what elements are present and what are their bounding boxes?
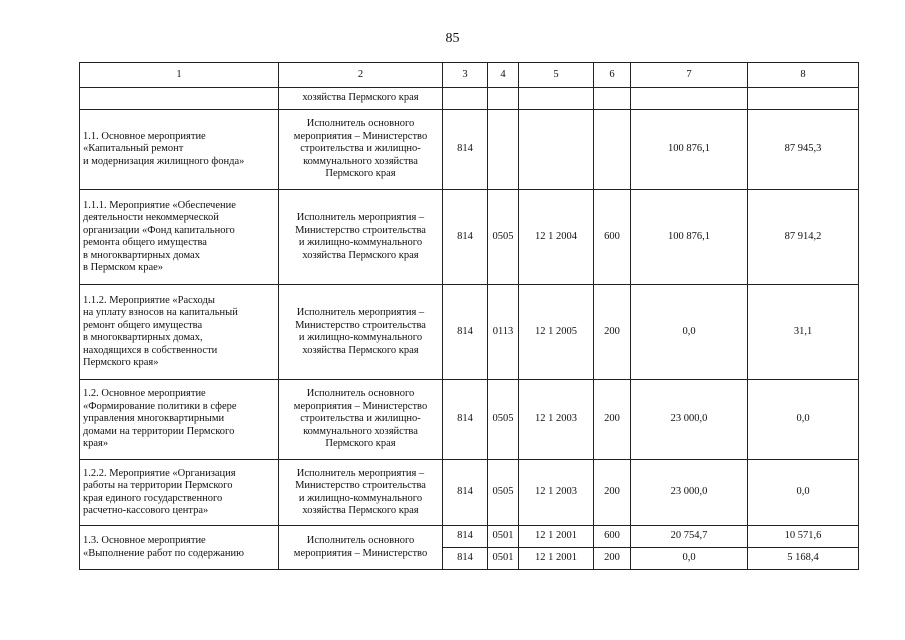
amount-cell: 100 876,1 xyxy=(631,110,748,190)
table-row xyxy=(80,460,859,526)
table-row xyxy=(80,190,859,285)
amount-cell: 0,0 xyxy=(631,548,748,570)
activity-cell: 1.1. Основное мероприятие «Капитальный ремонт и модернизация жилищного фонда» xyxy=(80,110,279,190)
table-row xyxy=(80,380,859,460)
amount-cell: 87 914,2 xyxy=(748,190,859,285)
expense-type-cell: 200 xyxy=(594,460,631,526)
ministry-code-cell: 814 xyxy=(443,548,488,570)
executor-cell: Исполнитель основного мероприятия – Министерство строительства и жилищно- коммунального хозяйства Пермского края xyxy=(279,380,443,460)
target-article-cell: 12 1 2004 xyxy=(519,190,594,285)
activity-cell: 1.2. Основное мероприятие «Формирование политики в сфере управления многоквартирными домами на территории Пермского края» xyxy=(80,380,279,460)
amount-cell: 0,0 xyxy=(748,460,859,526)
header-cell: 1 xyxy=(80,63,279,88)
expense-type-cell: 200 xyxy=(594,285,631,380)
amount-cell: 5 168,4 xyxy=(748,548,859,570)
activity-cell: 1.1.1. Мероприятие «Обеспечение деятельности некоммерческой организации «Фонд капитального ремонта общего имущества в многоквартирных домах в Пермском крае» xyxy=(80,190,279,285)
ministry-code-cell: 814 xyxy=(443,460,488,526)
header-cell: 4 xyxy=(488,63,519,88)
target-article-cell: 12 1 2003 xyxy=(519,380,594,460)
expense-type-cell: 200 xyxy=(594,548,631,570)
executor-cell: хозяйства Пермского края xyxy=(279,88,443,110)
amount-cell: 20 754,7 xyxy=(631,526,748,548)
target-article-cell: 12 1 2001 xyxy=(519,548,594,570)
table-body xyxy=(80,110,859,526)
executor-cell: Исполнитель основного мероприятия – Министерство xyxy=(279,526,443,570)
activity-cell: 1.1.2. Мероприятие «Расходы на уплату взносов на капитальный ремонт общего имущества в многоквартирных домах, находящихся в собственности Пермского края» xyxy=(80,285,279,380)
amount-cell: 0,0 xyxy=(631,285,748,380)
budget-table xyxy=(79,62,859,570)
target-article-cell: 12 1 2001 xyxy=(519,526,594,548)
ministry-code-cell: 814 xyxy=(443,380,488,460)
activity-cell: 1.3. Основное мероприятие «Выполнение работ по содержанию xyxy=(80,526,279,570)
section-code-cell xyxy=(488,110,519,190)
table-row xyxy=(80,110,859,190)
header-cell: 5 xyxy=(519,63,594,88)
target-article-cell: 12 1 2003 xyxy=(519,460,594,526)
amount-cell: 23 000,0 xyxy=(631,460,748,526)
target-article-cell: 12 1 2005 xyxy=(519,285,594,380)
ministry-code-cell: 814 xyxy=(443,285,488,380)
activity-cell xyxy=(80,88,279,110)
ministry-code-cell: 814 xyxy=(443,190,488,285)
header-cell: 2 xyxy=(279,63,443,88)
header-cell: 8 xyxy=(748,63,859,88)
header-row xyxy=(80,63,859,88)
section-code-cell: 0505 xyxy=(488,380,519,460)
activity-cell: 1.2.2. Мероприятие «Организация работы на территории Пермского края единого государственного расчетно-кассового центра» xyxy=(80,460,279,526)
executor-cell: Исполнитель мероприятия – Министерство строительства и жилищно-коммунального хозяйства Пермского края xyxy=(279,285,443,380)
expense-type-cell: 600 xyxy=(594,190,631,285)
header-cell: 6 xyxy=(594,63,631,88)
executor-cell: Исполнитель мероприятия – Министерство строительства и жилищно-коммунального хозяйства Пермского края xyxy=(279,460,443,526)
executor-cell: Исполнитель основного мероприятия – Министерство строительства и жилищно- коммунального хозяйства Пермского края xyxy=(279,110,443,190)
header-cell: 3 xyxy=(443,63,488,88)
amount-cell: 100 876,1 xyxy=(631,190,748,285)
amount-cell: 31,1 xyxy=(748,285,859,380)
page-number: 85 xyxy=(445,31,460,46)
target-article-cell xyxy=(519,110,594,190)
expense-type-cell: 200 xyxy=(594,380,631,460)
expense-type-cell xyxy=(594,110,631,190)
ministry-code-cell: 814 xyxy=(443,526,488,548)
amount-cell: 87 945,3 xyxy=(748,110,859,190)
section-code-cell: 0501 xyxy=(488,548,519,570)
amount-cell: 0,0 xyxy=(748,380,859,460)
header-cell: 7 xyxy=(631,63,748,88)
expense-type-cell: 600 xyxy=(594,526,631,548)
ministry-code-cell: 814 xyxy=(443,110,488,190)
section-code-cell: 0505 xyxy=(488,190,519,285)
continuation-row xyxy=(80,88,859,110)
executor-cell: Исполнитель мероприятия – Министерство строительства и жилищно-коммунального хозяйства Пермского края xyxy=(279,190,443,285)
section-code-cell: 0505 xyxy=(488,460,519,526)
table-row xyxy=(80,285,859,380)
amount-cell: 10 571,6 xyxy=(748,526,859,548)
section-code-cell: 0501 xyxy=(488,526,519,548)
table-row xyxy=(80,526,859,548)
section-code-cell: 0113 xyxy=(488,285,519,380)
amount-cell: 23 000,0 xyxy=(631,380,748,460)
